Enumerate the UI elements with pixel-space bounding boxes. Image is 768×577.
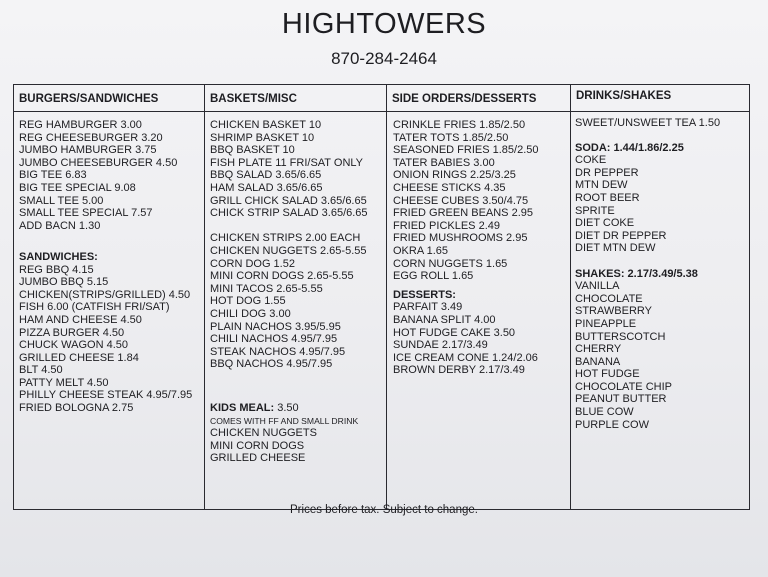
footer-note: Prices before tax. Subject to change. <box>290 504 478 516</box>
menu-item: BLUE COW <box>575 406 634 419</box>
spacer <box>210 220 368 233</box>
menu-item: GRILLED CHEESE 1.84 <box>19 351 139 364</box>
sides-column <box>393 119 539 377</box>
menu-item: HOT DOG 1.55 <box>210 295 286 308</box>
spacer <box>210 383 368 396</box>
menu-item: CHICK STRIP SALAD 3.65/6.65 <box>210 207 368 220</box>
menu-item: PATTY MELT 4.50 <box>19 376 109 389</box>
menu-item: TATER BABIES 3.00 <box>393 156 495 169</box>
menu-item: FRIED MUSHROOMS 2.95 <box>393 232 528 245</box>
menu-item: PIZZA BURGER 4.50 <box>19 326 125 339</box>
phone-number: 870-284-2464 <box>331 49 437 68</box>
menu-item: CHICKEN STRIPS 2.00 EACH <box>210 232 361 245</box>
menu-item: CHICKEN NUGGETS <box>210 427 317 440</box>
menu-item: CHICKEN NUGGETS 2.65-5.55 <box>210 244 367 257</box>
desserts-subheading: DESSERTS: <box>393 288 456 301</box>
menu-item: CHILI DOG 3.00 <box>210 307 291 320</box>
menu-item: STRAWBERRY <box>575 305 653 318</box>
menu-item: FISH PLATE 11 FRI/SAT ONLY <box>210 156 364 169</box>
menu-item: CHOCOLATE <box>575 292 643 305</box>
menu-item: COKE <box>575 154 607 167</box>
menu-item: GRILL CHICK SALAD 3.65/6.65 <box>210 194 367 207</box>
menu-item: MINI TACOS 2.65-5.55 <box>210 282 323 295</box>
menu-item: BUTTERSCOTCH <box>575 330 666 343</box>
menu-item: CHICKEN BASKET 10 <box>210 119 322 131</box>
menu-item: SPRITE <box>575 204 615 217</box>
menu-item: CHEESE STICKS 4.35 <box>393 181 506 194</box>
menu-item: DIET COKE <box>575 217 635 230</box>
menu-item: FISH 6.00 (CATFISH FRI/SAT) <box>19 301 170 314</box>
menu-item: ONION RINGS 2.25/3.25 <box>393 169 516 182</box>
kids-meal-subheading: KIDS MEAL: <box>210 402 275 415</box>
menu-item: BIG TEE 6.83 <box>19 169 87 182</box>
shakes-subheading: SHAKES: 2.17/3.49/5.38 <box>575 267 698 280</box>
menu-item: JUMBO BBQ 5.15 <box>19 276 109 289</box>
spacer <box>575 255 720 268</box>
menu-item: EGG ROLL 1.65 <box>393 270 474 283</box>
menu-item: FRIED GREEN BEANS 2.95 <box>393 207 533 220</box>
menu-item: CORN NUGGETS 1.65 <box>393 257 508 270</box>
menu-item: REG CHEESEBURGER 3.20 <box>19 131 163 144</box>
menu-item: DIET MTN DEW <box>575 242 656 255</box>
kids-meal-line <box>210 402 368 415</box>
menu-item: BANANA <box>575 355 621 368</box>
menu-item: ADD BACN 1.30 <box>19 219 101 232</box>
burgers-column <box>19 119 192 415</box>
menu-item: BLT 4.50 <box>19 364 63 377</box>
menu-item: CHERRY <box>575 343 622 356</box>
menu-item: SMALL TEE 5.00 <box>19 194 104 207</box>
menu-item: SMALL TEE SPECIAL 7.57 <box>19 207 153 220</box>
baskets-column <box>210 119 368 465</box>
kids-meal-price: 3.50 <box>274 402 299 415</box>
menu-item: MINI CORN DOGS 2.65-5.55 <box>210 270 354 283</box>
baskets-heading: BASKETS/MISC <box>210 93 297 105</box>
kids-meal-note: COMES WITH FF AND SMALL DRINK <box>210 415 359 426</box>
menu-item: PEANUT BUTTER <box>575 393 667 406</box>
menu-item: FRIED PICKLES 2.49 <box>393 219 500 232</box>
menu-item: DR PEPPER <box>575 166 639 179</box>
menu-item: STEAK NACHOS 4.95/7.95 <box>210 345 346 358</box>
drinks-heading: DRINKS/SHAKES <box>576 90 672 102</box>
burgers-heading: BURGERS/SANDWICHES <box>19 93 159 105</box>
menu-item: CHILI NACHOS 4.95/7.95 <box>210 333 338 346</box>
menu-item: PURPLE COW <box>575 418 649 431</box>
menu-item: JUMBO CHEESEBURGER 4.50 <box>19 156 178 169</box>
menu-item: PLAIN NACHOS 3.95/5.95 <box>210 320 341 333</box>
menu-item: SUNDAE 2.17/3.49 <box>393 339 488 352</box>
menu-item: CHEESE CUBES 3.50/4.75 <box>393 194 529 207</box>
menu-item: BANANA SPLIT 4.00 <box>393 313 496 326</box>
column-divider <box>386 85 387 509</box>
menu-table <box>13 84 750 510</box>
menu-item: HOT FUDGE <box>575 368 640 381</box>
menu-item: BBQ SALAD 3.65/6.65 <box>210 169 322 182</box>
menu-item: CHUCK WAGON 4.50 <box>19 339 129 352</box>
menu-item: ROOT BEER <box>575 191 640 204</box>
sandwiches-subheading: SANDWICHES: <box>19 250 98 263</box>
menu-item: CHICKEN(STRIPS/GRILLED) 4.50 <box>19 288 191 301</box>
menu-item: MINI CORN DOGS <box>210 439 305 452</box>
soda-subheading: SODA: 1.44/1.86/2.25 <box>575 141 684 154</box>
spacer <box>19 232 192 245</box>
menu-item: PARFAIT 3.49 <box>393 301 463 314</box>
sides-heading: SIDE ORDERS/DESSERTS <box>392 93 537 105</box>
menu-item: BBQ NACHOS 4.95/7.95 <box>210 358 333 371</box>
menu-item: PHILLY CHEESE STEAK 4.95/7.95 <box>19 389 193 402</box>
menu-item: PINEAPPLE <box>575 317 637 330</box>
menu-item: ICE CREAM CONE 1.24/2.06 <box>393 351 538 364</box>
menu-item: GRILLED CHEESE <box>210 452 306 465</box>
column-divider <box>204 85 205 509</box>
spacer <box>210 371 368 384</box>
column-divider <box>570 85 571 509</box>
menu-item: BROWN DERBY 2.17/3.49 <box>393 364 525 377</box>
menu-item: OKRA 1.65 <box>393 244 449 257</box>
menu-item: REG BBQ 4.15 <box>19 263 94 276</box>
menu-item: HAM SALAD 3.65/6.65 <box>210 181 323 194</box>
menu-item: SEASONED FRIES 1.85/2.50 <box>393 144 539 157</box>
menu-item: HOT FUDGE CAKE 3.50 <box>393 326 516 339</box>
menu-item: MTN DEW <box>575 179 628 192</box>
menu-item: SHRIMP BASKET 10 <box>210 131 315 144</box>
menu-item: SWEET/UNSWEET TEA 1.50 <box>575 117 721 129</box>
menu-item: JUMBO HAMBURGER 3.75 <box>19 144 157 157</box>
menu-item: HAM AND CHEESE 4.50 <box>19 313 142 326</box>
menu-item: CORN DOG 1.52 <box>210 257 295 270</box>
header-divider <box>14 111 749 112</box>
menu-item: CRINKLE FRIES 1.85/2.50 <box>393 119 526 131</box>
menu-item: BBQ BASKET 10 <box>210 144 295 157</box>
menu-item: CHOCOLATE CHIP <box>575 380 672 393</box>
drinks-column <box>575 117 720 431</box>
menu-item: TATER TOTS 1.85/2.50 <box>393 131 509 144</box>
menu-item: DIET DR PEPPER <box>575 229 667 242</box>
menu-item: VANILLA <box>575 280 620 293</box>
restaurant-name: HIGHTOWERS <box>281 8 487 40</box>
menu-item: BIG TEE SPECIAL 9.08 <box>19 181 136 194</box>
menu-item: FRIED BOLOGNA 2.75 <box>19 402 134 415</box>
menu-item: REG HAMBURGER 3.00 <box>19 119 142 131</box>
